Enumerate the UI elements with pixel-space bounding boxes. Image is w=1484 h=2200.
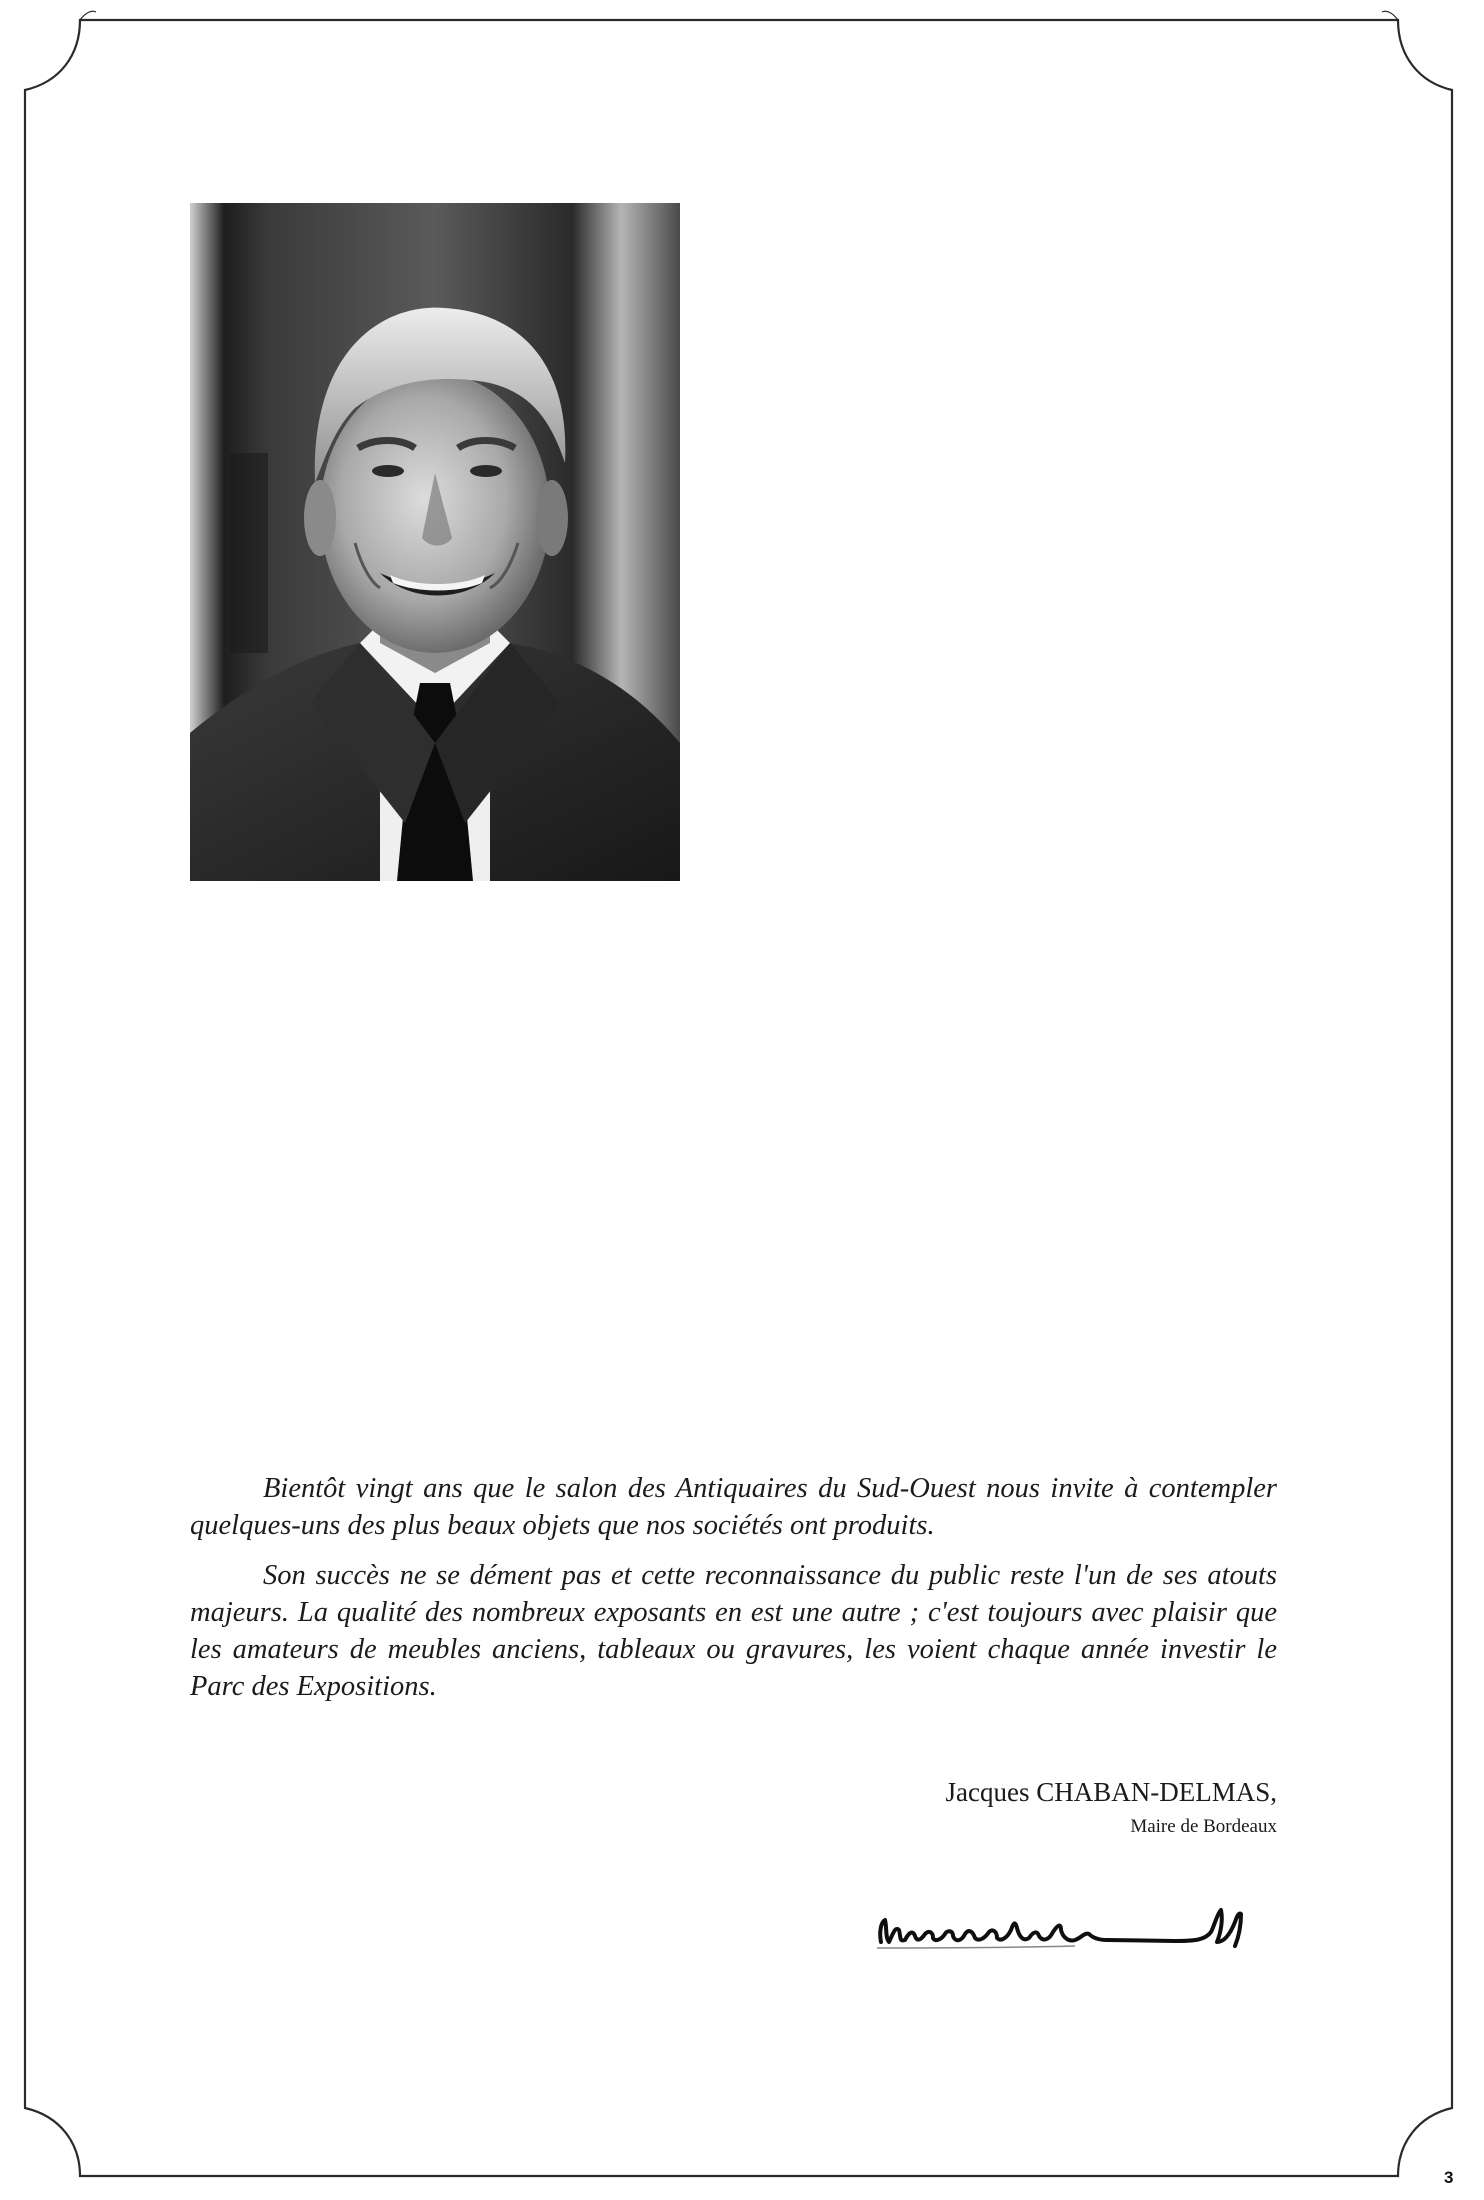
portrait-photo: [190, 203, 680, 881]
handwritten-signature: [875, 1902, 1290, 1962]
author-name: Jacques CHABAN-DELMAS,: [945, 1777, 1277, 1807]
message-paragraph-2: Son succès ne se dément pas et cette reconnaissance du public reste l'un de ses atouts majeurs. La qualité des nombreux exposants en est une autre ; c'est toujours avec plaisir que les amateurs de meubles anciens, tableaux ou gravures, les voient chaque année investir le Parc des Expositions.: [190, 1560, 1277, 1702]
page-number: 3: [1444, 2168, 1454, 2187]
message-text: [190, 1470, 1277, 1718]
message-paragraph-1: Bientôt vingt ans que le salon des Antiquaires du Sud-Ouest nous invite à contempler quelques-uns des plus beaux objets que nos sociétés ont produits.: [190, 1473, 1277, 1541]
author-title: Maire de Bordeaux: [1130, 1816, 1277, 1837]
